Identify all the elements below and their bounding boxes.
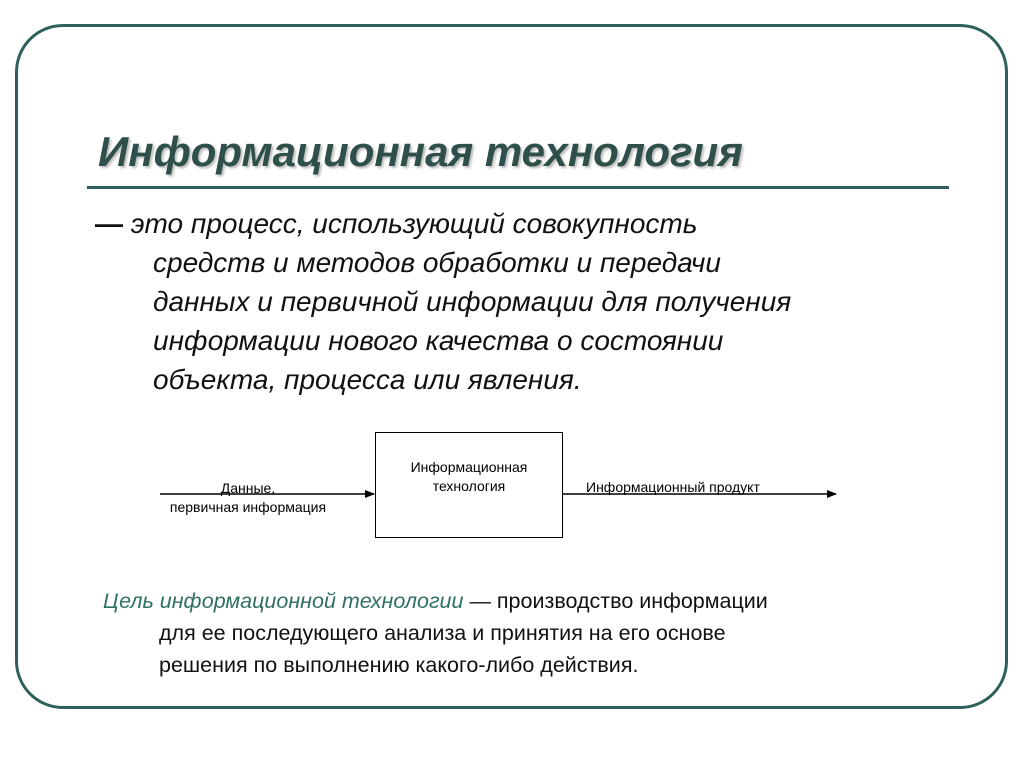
goal-line-3: решения по выполнению какого-либо действия. [159, 653, 639, 677]
goal-line-1-rest: — производство информации [463, 589, 768, 613]
goal-term: Цель информационной технологии [103, 589, 464, 613]
definition-dash: — [95, 208, 123, 239]
goal-line-2: для ее последующего анализа и принятия на его основе [159, 621, 726, 645]
definition-line-1: это процесс, использующий совокупность [130, 208, 698, 239]
definition-block [95, 204, 925, 399]
definition-line-5: объекта, процесса или явления. [153, 364, 582, 395]
output-label: Информационный продукт [586, 479, 760, 495]
slide-title: Информационная технология [98, 128, 743, 175]
definition-line-2: средств и методов обработки и передачи [153, 247, 721, 278]
process-box [375, 432, 563, 538]
definition-line-3: данных и первичной информации для получения [153, 286, 792, 317]
goal-block [103, 585, 943, 681]
title-underline [87, 186, 949, 189]
input-label: Данные, первичная информация [169, 480, 327, 515]
definition-line-4: информации нового качества о состоянии [153, 325, 724, 356]
process-box-label: Информационная технология [410, 459, 528, 494]
